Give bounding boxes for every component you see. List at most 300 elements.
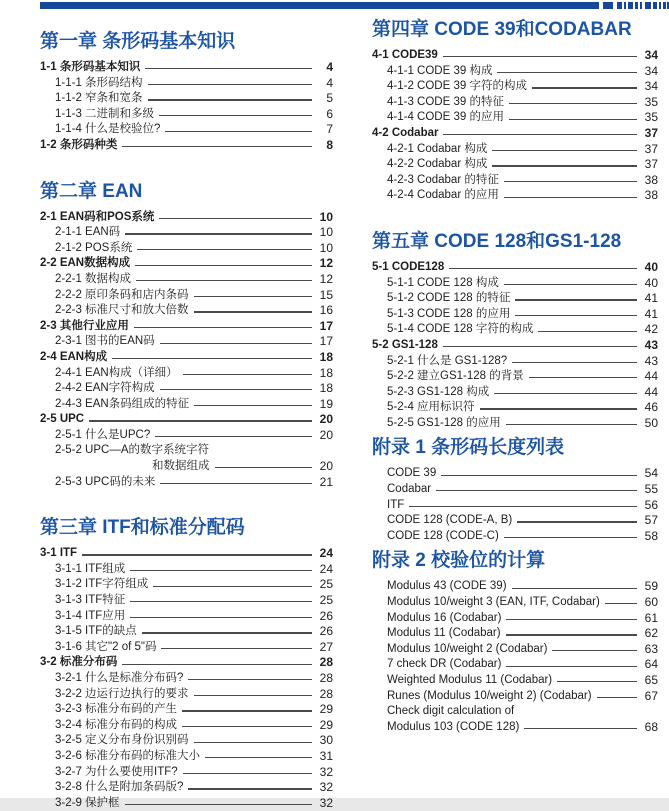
toc-leader-line bbox=[159, 115, 312, 116]
toc-entry bbox=[372, 79, 658, 95]
toc-leader-line bbox=[509, 119, 637, 120]
toc-leader-line bbox=[492, 150, 637, 151]
toc-entry bbox=[40, 319, 333, 335]
toc-page-number: 37 bbox=[644, 141, 658, 156]
toc-leader-line bbox=[160, 483, 312, 484]
toc-entry-label: 2-4-2 EAN字符构成 bbox=[55, 382, 155, 395]
toc-leader-line bbox=[182, 710, 312, 711]
toc-page-number: 24 bbox=[319, 561, 333, 576]
toc-entry-label: 4-1-2 CODE 39 字符的构成 bbox=[387, 80, 527, 93]
toc-entry bbox=[40, 210, 333, 226]
toc-leader-line bbox=[161, 648, 312, 649]
toc-entry-label: 3-1-1 ITF组成 bbox=[55, 562, 126, 575]
toc-entry bbox=[372, 595, 658, 611]
toc-page-number: 55 bbox=[644, 482, 658, 497]
chapter-title: 第二章 EAN bbox=[40, 180, 143, 202]
chapter-section bbox=[40, 180, 333, 491]
toc-entry-label: 2-2-2 原印条码和店内条码 bbox=[55, 288, 189, 301]
toc-entry-label: CODE 128 (CODE-A, B) bbox=[387, 514, 513, 527]
toc-leader-line bbox=[504, 181, 637, 182]
toc-leader-line bbox=[532, 87, 637, 88]
toc-entry-label: 5-2-5 GS1-128 的应用 bbox=[387, 416, 501, 429]
toc-leader-line bbox=[443, 346, 637, 347]
toc-entry-label: 2-5-1 什么是UPC? bbox=[55, 428, 151, 441]
toc-leader-line bbox=[409, 506, 637, 507]
toc-leader-line bbox=[492, 165, 637, 166]
toc-leader-line bbox=[182, 726, 312, 727]
toc-entry bbox=[372, 657, 658, 673]
toc-entry-label: Runes (Modulus 10/weight 2) (Codabar) bbox=[387, 689, 592, 702]
toc-entry-label: 2-2-3 标准尺寸和放大倍数 bbox=[55, 304, 189, 317]
toc-entry-label: 2-5-3 UPC码的未来 bbox=[55, 475, 156, 488]
toc-page-number: 34 bbox=[644, 63, 658, 78]
toc-entry bbox=[372, 369, 658, 385]
toc-page-number: 68 bbox=[644, 719, 658, 734]
toc-leader-line bbox=[130, 601, 312, 602]
toc-leader-line bbox=[443, 134, 637, 135]
toc-leader-line bbox=[194, 296, 312, 297]
toc-entry-label: 3-2 标准分布码 bbox=[40, 656, 118, 669]
toc-entry-label: 1-1 条形码基本知识 bbox=[40, 61, 141, 73]
toc-leader-line bbox=[529, 377, 637, 378]
toc-page-number: 63 bbox=[644, 641, 658, 656]
toc-page-number: 17 bbox=[319, 334, 333, 349]
toc-entry-label: 2-4-1 EAN构成（详细） bbox=[55, 366, 178, 379]
toc-leader-line bbox=[188, 788, 312, 789]
chapter-section bbox=[40, 30, 333, 154]
toc-leader-line bbox=[165, 131, 312, 132]
toc-entry-label: 5-1-4 CODE 128 字符的构成 bbox=[387, 323, 534, 336]
toc-leader-line bbox=[605, 603, 637, 604]
toc-page-number: 7 bbox=[326, 122, 333, 137]
toc-page-number: 29 bbox=[319, 717, 333, 732]
toc-page-number: 18 bbox=[319, 365, 333, 380]
toc-entry bbox=[372, 188, 658, 204]
toc-page-number: 41 bbox=[644, 291, 658, 306]
toc-entry bbox=[40, 733, 333, 749]
toc-entry bbox=[372, 482, 658, 498]
toc-leader-line bbox=[142, 632, 312, 633]
toc-page-number: 56 bbox=[644, 497, 658, 512]
toc-leader-line bbox=[160, 343, 312, 344]
toc-entry bbox=[372, 611, 658, 627]
toc-entry-label: 4-1-3 CODE 39 的特征 bbox=[387, 95, 504, 108]
toc-leader-line bbox=[504, 197, 637, 198]
toc-entry bbox=[40, 702, 333, 718]
toc-page-number: 65 bbox=[644, 673, 658, 687]
toc-entry bbox=[372, 579, 658, 595]
toc-leader-line bbox=[480, 408, 637, 409]
toc-page-number: 44 bbox=[644, 384, 658, 399]
toc-page-number: 20 bbox=[319, 459, 333, 474]
toc-entry bbox=[40, 562, 333, 578]
toc-entry bbox=[40, 640, 333, 656]
toc-entry-label: 2-1-1 EAN码 bbox=[55, 226, 121, 239]
toc-entry-label: 3-1-5 ITF的缺点 bbox=[55, 625, 137, 638]
toc-entry-label: 4-1-4 CODE 39 的应用 bbox=[387, 111, 504, 124]
toc-page-number: 35 bbox=[644, 110, 658, 125]
toc-entry bbox=[40, 624, 333, 640]
toc-leader-line bbox=[205, 757, 312, 758]
toc-page-number: 12 bbox=[319, 271, 333, 286]
toc-entry-label: 5-2-1 什么是 GS1-128? bbox=[387, 354, 508, 367]
toc-entry-label: 3-2-8 什么是附加条码版? bbox=[55, 781, 184, 794]
toc-entry bbox=[372, 322, 658, 338]
toc-entry-label: 4-2 Codabar bbox=[372, 126, 439, 139]
toc-entry-label: 3-2-1 什么是标准分布码? bbox=[55, 672, 184, 684]
toc-entry bbox=[372, 673, 658, 689]
top-barcode-decoration bbox=[40, 2, 669, 9]
appendix-title: 附录 1 条形码长度列表 bbox=[372, 437, 565, 459]
toc-leader-line bbox=[436, 490, 637, 491]
toc-entry bbox=[372, 291, 658, 307]
toc-entry bbox=[40, 107, 333, 123]
toc-entry bbox=[372, 498, 658, 514]
toc-entry-label: 4-2-1 Codabar 构成 bbox=[387, 142, 488, 155]
toc-entry bbox=[372, 64, 658, 80]
toc-leader-line bbox=[538, 331, 637, 332]
toc-leader-line bbox=[597, 697, 637, 698]
toc-leader-line bbox=[506, 666, 637, 667]
toc-entry-label: Weighted Modulus 11 (Codabar) bbox=[387, 674, 553, 686]
toc-entry bbox=[372, 513, 658, 529]
toc-entry-label: 5-1-3 CODE 128 的应用 bbox=[387, 307, 511, 320]
toc-leader-line bbox=[135, 265, 312, 266]
toc-entry-label: Modulus 43 (CODE 39) bbox=[387, 580, 507, 593]
toc-page-number: 25 bbox=[319, 577, 333, 592]
toc-entry bbox=[372, 626, 658, 642]
toc-entry bbox=[40, 577, 333, 593]
toc-entry-label: 3-1-4 ITF应用 bbox=[55, 609, 126, 622]
toc-page-number: 38 bbox=[644, 172, 658, 187]
toc-entry-label: 4-1-1 CODE 39 构成 bbox=[387, 64, 493, 77]
top-bar bbox=[40, 2, 599, 9]
toc-entry bbox=[372, 126, 658, 142]
toc-entry bbox=[40, 718, 333, 734]
toc-leader-line bbox=[89, 420, 312, 421]
toc-entry bbox=[372, 276, 658, 292]
toc-leader-line bbox=[148, 84, 312, 85]
toc-leader-line bbox=[130, 570, 312, 571]
toc-page-number: 29 bbox=[319, 702, 333, 717]
toc-column-left bbox=[40, 30, 333, 811]
toc-leader-line bbox=[137, 249, 312, 250]
toc-page-number: 26 bbox=[319, 624, 333, 639]
toc-page-number: 50 bbox=[644, 415, 658, 430]
toc-entry bbox=[40, 475, 333, 491]
toc-entry-label: 3-2-6 标准分布码的标准大小 bbox=[55, 749, 201, 762]
toc-entry-label: CODE 39 bbox=[387, 467, 437, 480]
toc-leader-line bbox=[112, 358, 312, 359]
toc-leader-line bbox=[125, 233, 312, 234]
toc-leader-line bbox=[504, 284, 637, 285]
toc-entry-label: 3-2-7 为什么要使用ITF? bbox=[55, 765, 178, 778]
toc-entry-label: ITF bbox=[387, 498, 405, 511]
toc-entry bbox=[40, 765, 333, 781]
toc-page-number: 20 bbox=[319, 427, 333, 442]
toc-entry bbox=[372, 642, 658, 658]
toc-page-number: 43 bbox=[644, 353, 658, 368]
toc-leader-line bbox=[506, 424, 637, 425]
toc-entry-label: 3-1-3 ITF特征 bbox=[55, 594, 126, 607]
toc-entry bbox=[40, 256, 333, 272]
toc-entry bbox=[372, 48, 658, 64]
chapter-section bbox=[40, 516, 333, 811]
toc-leader-line bbox=[145, 68, 312, 69]
toc-entry-label: 2-5 UPC bbox=[40, 413, 85, 426]
toc-entry-label: 2-5-2 UPC—A的数字系统字符 bbox=[55, 444, 209, 457]
toc-leader-line bbox=[82, 554, 312, 555]
toc-leader-line bbox=[160, 389, 312, 390]
toc-page-number: 28 bbox=[319, 655, 333, 670]
toc-entry bbox=[40, 609, 333, 625]
toc-page-number: 4 bbox=[326, 75, 333, 90]
toc-entry-label: 3-1-2 ITF字符组成 bbox=[55, 578, 149, 591]
toc-leader-line bbox=[188, 679, 312, 680]
toc-entry bbox=[40, 76, 333, 92]
toc-entry bbox=[40, 687, 333, 703]
toc-page-number: 60 bbox=[644, 595, 658, 610]
toc-entry bbox=[40, 443, 333, 459]
toc-entry bbox=[372, 110, 658, 126]
toc-entry bbox=[40, 91, 333, 107]
toc-leader-line bbox=[194, 405, 312, 406]
toc-entry-label: 3-1-6 其它"2 of 5"码 bbox=[55, 640, 157, 653]
toc-page-number: 37 bbox=[644, 157, 658, 172]
toc-entry-label: 1-1-2 窄条和宽条 bbox=[55, 92, 143, 105]
toc-entry-label: 2-2-1 数据构成 bbox=[55, 272, 132, 285]
toc-page-number: 64 bbox=[644, 657, 658, 672]
toc-entry-label: 5-1-2 CODE 128 的特征 bbox=[387, 292, 511, 305]
toc-entry-label: 2-4 EAN构成 bbox=[40, 350, 108, 363]
toc-leader-line bbox=[497, 72, 637, 73]
toc-entry-label: 3-2-9 保护框 bbox=[55, 796, 120, 809]
toc-page-number: 62 bbox=[644, 626, 658, 641]
toc-leader-line bbox=[512, 362, 637, 363]
toc-entry bbox=[372, 307, 658, 323]
toc-entry bbox=[40, 655, 333, 671]
appendix-section bbox=[372, 549, 658, 735]
toc-leader-line bbox=[122, 664, 312, 665]
toc-page-number: 38 bbox=[644, 188, 658, 203]
toc-entry-label: 4-2-4 Codabar 的应用 bbox=[387, 189, 499, 202]
toc-page-number: 54 bbox=[644, 466, 658, 481]
toc-entry-label: 5-1-1 CODE 128 构成 bbox=[387, 276, 499, 289]
toc-page-number: 26 bbox=[319, 608, 333, 623]
toc-entry bbox=[40, 780, 333, 796]
toc-entry bbox=[40, 60, 333, 76]
chapter-title: 第五章 CODE 128和GS1-128 bbox=[372, 230, 622, 252]
toc-leader-line bbox=[512, 588, 637, 589]
toc-leader-line bbox=[443, 56, 637, 57]
toc-entry bbox=[40, 796, 333, 811]
toc-page-number: 16 bbox=[319, 303, 333, 318]
toc-page-number: 31 bbox=[319, 748, 333, 763]
toc-page-number: 40 bbox=[644, 275, 658, 290]
toc-page-number: 58 bbox=[644, 528, 658, 543]
toc-entry bbox=[40, 272, 333, 288]
toc-leader-line bbox=[494, 393, 637, 394]
toc-entry bbox=[40, 381, 333, 397]
toc-leader-line bbox=[125, 804, 312, 805]
toc-leader-line bbox=[134, 327, 312, 328]
toc-leader-line bbox=[517, 521, 637, 522]
toc-leader-line bbox=[155, 436, 312, 437]
toc-page-number: 46 bbox=[644, 400, 658, 415]
toc-page-number: 57 bbox=[644, 513, 658, 528]
toc-entry bbox=[40, 138, 333, 154]
toc-entry bbox=[372, 173, 658, 189]
toc-page-number: 40 bbox=[644, 259, 658, 274]
chapter-section bbox=[372, 18, 658, 204]
toc-entry bbox=[40, 122, 333, 138]
toc-page-number: 24 bbox=[319, 546, 333, 561]
toc-entry-label: Codabar bbox=[387, 483, 432, 496]
toc-leader-line bbox=[136, 280, 312, 281]
toc-entry bbox=[40, 593, 333, 609]
toc-page-number: 27 bbox=[319, 639, 333, 654]
toc-leader-line bbox=[183, 374, 312, 375]
toc-entry bbox=[372, 416, 658, 432]
toc-leader-line bbox=[509, 103, 637, 104]
toc-entry bbox=[40, 241, 333, 257]
toc-entry bbox=[40, 366, 333, 382]
toc-entry bbox=[372, 704, 658, 720]
toc-entry bbox=[372, 338, 658, 354]
toc-entry bbox=[40, 288, 333, 304]
toc-page-number: 19 bbox=[319, 396, 333, 411]
toc-page-number: 10 bbox=[319, 240, 333, 255]
toc-leader-line bbox=[148, 99, 312, 100]
toc-entry bbox=[40, 350, 333, 366]
toc-entry-label: Check digit calculation of bbox=[387, 705, 515, 718]
toc-page-number: 34 bbox=[644, 79, 658, 94]
toc-page-number: 37 bbox=[644, 125, 658, 140]
toc-entry-label: 2-1 EAN码和POS系统 bbox=[40, 210, 155, 223]
toc-page-number: 18 bbox=[319, 349, 333, 364]
toc-page-number: 5 bbox=[326, 91, 333, 106]
toc-page-number: 67 bbox=[644, 688, 658, 703]
toc-entry-label: 1-1-4 什么是校验位? bbox=[55, 123, 161, 136]
toc-entry-label: 3-2-2 边运行边执行的要求 bbox=[55, 687, 189, 700]
toc-entry-label: 和数据组成 bbox=[152, 460, 210, 473]
toc-entry bbox=[40, 225, 333, 241]
toc-column-right bbox=[372, 18, 658, 735]
toc-entry-label: 5-2-3 GS1-128 构成 bbox=[387, 385, 490, 398]
toc-entry-label: 2-1-2 POS系统 bbox=[55, 241, 133, 254]
toc-entry-label: 2-3-1 图书的EAN码 bbox=[55, 335, 155, 348]
toc-entry bbox=[372, 385, 658, 401]
toc-entry bbox=[372, 95, 658, 111]
toc-entry bbox=[40, 428, 333, 444]
toc-leader-line bbox=[194, 742, 312, 743]
toc-entry bbox=[40, 303, 333, 319]
toc-leader-line bbox=[449, 268, 637, 269]
appendix-section bbox=[372, 436, 658, 544]
toc-entry-label: 7 check DR (Codabar) bbox=[387, 658, 502, 671]
toc-entry-label: 2-3 其他行业应用 bbox=[40, 319, 129, 332]
toc-entry-label: 3-2-4 标准分布码的构成 bbox=[55, 718, 178, 731]
toc-page-number: 44 bbox=[644, 369, 658, 384]
barcode-stripe bbox=[603, 2, 613, 9]
toc-entry bbox=[40, 334, 333, 350]
toc-leader-line bbox=[153, 586, 312, 587]
toc-entry bbox=[40, 671, 333, 687]
toc-entry bbox=[372, 529, 658, 545]
toc-entry-label: 5-2 GS1-128 bbox=[372, 338, 438, 351]
toc-leader-line bbox=[506, 619, 637, 620]
toc-entry-label: 5-2-4 应用标识符 bbox=[387, 401, 475, 414]
chapter-title: 第一章 条形码基本知识 bbox=[40, 31, 236, 52]
toc-entry bbox=[372, 689, 658, 705]
toc-entry-label: 3-1 ITF bbox=[40, 547, 78, 560]
toc-entry bbox=[372, 466, 658, 482]
toc-page-number: 28 bbox=[319, 671, 333, 685]
toc-entry bbox=[40, 546, 333, 562]
toc-leader-line bbox=[506, 634, 637, 635]
toc-page-number: 6 bbox=[326, 106, 333, 121]
toc-entry-label: 3-2-5 定义分布身份识别码 bbox=[55, 734, 189, 747]
toc-page-number: 59 bbox=[644, 579, 658, 594]
toc-entry bbox=[372, 400, 658, 416]
toc-entry-label: 2-2 EAN数据构成 bbox=[40, 257, 131, 270]
toc-entry-label: 5-2-2 建立GS1-128 的背景 bbox=[387, 370, 524, 383]
toc-leader-line bbox=[122, 146, 312, 147]
toc-entry-label: Modulus 10/weight 3 (EAN, ITF, Codabar) bbox=[387, 596, 600, 609]
appendix-title: 附录 2 校验位的计算 bbox=[372, 550, 546, 572]
toc-entry-label: Modulus 11 (Codabar) bbox=[387, 627, 501, 640]
toc-page-number: 18 bbox=[319, 381, 333, 396]
toc-page-number: 20 bbox=[319, 412, 333, 427]
toc-entry-label: CODE 128 (CODE-C) bbox=[387, 529, 499, 542]
toc-page-number: 10 bbox=[319, 209, 333, 224]
toc-leader-line bbox=[159, 218, 312, 219]
toc-page-number: 10 bbox=[319, 225, 333, 240]
toc-leader-line bbox=[194, 311, 312, 312]
toc-entry bbox=[40, 397, 333, 413]
toc-page-number: 21 bbox=[319, 474, 333, 489]
toc-entry bbox=[372, 354, 658, 370]
toc-page-number: 35 bbox=[644, 94, 658, 109]
toc-page-number: 34 bbox=[644, 48, 658, 62]
toc-entry bbox=[372, 720, 658, 736]
toc-page-number: 41 bbox=[644, 306, 658, 321]
toc-entry bbox=[40, 749, 333, 765]
toc-page-number: 42 bbox=[644, 322, 658, 337]
toc-page-number: 28 bbox=[319, 686, 333, 701]
toc-leader-line bbox=[183, 773, 312, 774]
toc-entry-label: Modulus 103 (CODE 128) bbox=[387, 720, 520, 733]
chapter-section bbox=[372, 230, 658, 432]
toc-entry-label: 1-1-3 二进制和多级 bbox=[55, 107, 155, 120]
toc-leader-line bbox=[515, 299, 637, 300]
toc-entry-label: 4-2-3 Codabar 的特征 bbox=[387, 173, 499, 186]
toc-leader-line bbox=[504, 537, 637, 538]
toc-page-number: 32 bbox=[319, 780, 333, 795]
toc-page-number: 4 bbox=[326, 60, 333, 74]
toc-page-number: 25 bbox=[319, 593, 333, 608]
toc-page-number: 8 bbox=[326, 137, 333, 152]
chapter-title: 第四章 CODE 39和CODABAR bbox=[372, 19, 632, 40]
toc-entry-label: 3-2-3 标准分布码的产生 bbox=[55, 703, 178, 716]
toc-leader-line bbox=[552, 650, 637, 651]
toc-entry bbox=[372, 142, 658, 158]
toc-page-number: 32 bbox=[319, 764, 333, 779]
toc-entry-label: 4-1 CODE39 bbox=[372, 49, 438, 61]
toc-leader-line bbox=[557, 681, 637, 682]
toc-page-number: 30 bbox=[319, 733, 333, 748]
toc-entry-label: 4-2-2 Codabar 构成 bbox=[387, 158, 488, 171]
